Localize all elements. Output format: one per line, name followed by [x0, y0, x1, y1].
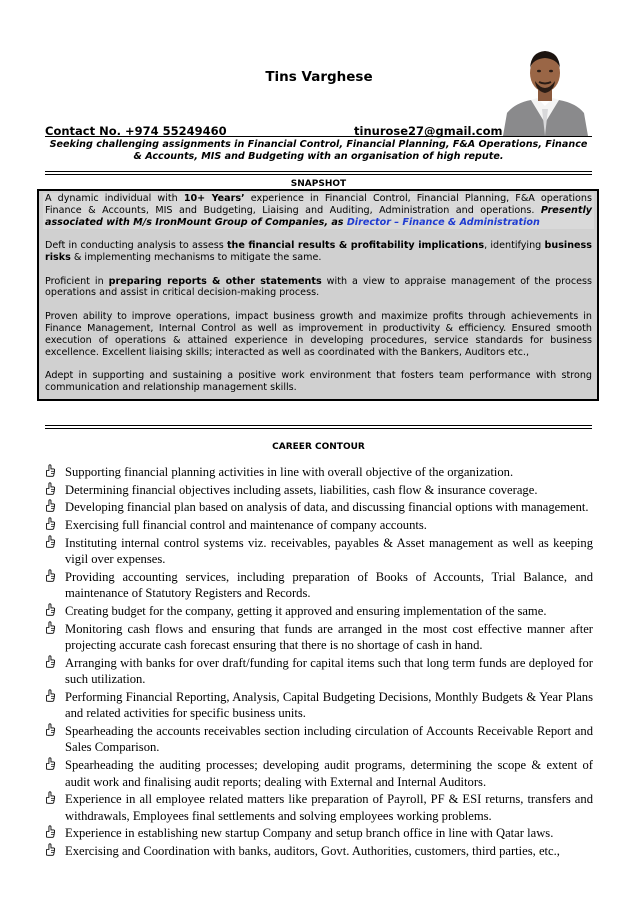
snapshot-heading: SNAPSHOT: [290, 179, 347, 189]
thumbs-up-bullet-icon: [45, 482, 59, 498]
snapshot-paragraph-5: Adept in supporting and sustaining a positive work environment that fosters team performance with strong communication and relationship management skills.: [45, 369, 592, 393]
career-item: [45, 482, 593, 498]
career-item: [45, 535, 593, 568]
snapshot-paragraph-3: Proficient in preparing reports & other statements with a view to appraise management of the process operations and assist in critical decision-making process.: [45, 275, 592, 299]
career-item: [45, 825, 593, 841]
snapshot-content: [43, 193, 594, 405]
career-item: [45, 464, 593, 480]
thumbs-up-bullet-icon: [45, 499, 59, 515]
career-item: [45, 655, 593, 688]
career-item-text: Exercising and Coordination with banks, auditors, Govt. Authorities, customers, third parties, etc.,: [65, 844, 560, 859]
career-item-text: Arranging with banks for over draft/funding for capital items such that long term funds are deployed for such utilization.: [65, 655, 593, 687]
objective-statement: Seeking challenging assignments in Financial Control, Financial Planning, F&A Operations, Finance & Accounts, MIS and Budgeting with an organisation of high repute.: [49, 139, 588, 163]
career-item: [45, 689, 593, 722]
career-item-text: Experience in all employee related matters like preparation of Payroll, PF & ESI returns, transfers and withdrawals, Employees final settlements and solving employees working problems.: [65, 792, 593, 823]
snapshot-paragraph-2: Deft in conducting analysis to assess the financial results & profitability implications, identifying business risks & implementing mechanisms to mitigate the same.: [45, 240, 592, 264]
career-heading: CAREER CONTOUR: [272, 442, 365, 452]
thumbs-up-bullet-icon: [45, 621, 59, 637]
career-item-text: Spearheading the auditing processes; developing audit programs, determining the scope & extent of audit work and finalising audit reports; dealing with External and Internal Auditors.: [65, 758, 593, 789]
header-divider: [45, 136, 592, 137]
candidate-name: Tins Varghese: [265, 69, 373, 85]
career-item-text: Developing financial plan based on analysis of data, and discussing financial options with management.: [65, 500, 589, 515]
thumbs-up-bullet-icon: [45, 603, 59, 619]
snapshot-paragraph-4: Proven ability to improve operations, impact business growth and maximize profits through achievements in Finance Management, Internal Control as well as improvement in productivity & efficiency. Ensured smooth execution of operations & attained experience in developing procedures, service standards for business excellence. Excellent liaising skills; interacted as well as coordinated with the Bankers, Auditors etc.,: [45, 310, 592, 358]
thumbs-up-bullet-icon: [45, 791, 59, 807]
career-item-text: Providing accounting services, including preparation of Books of Accounts, Trial Balance, and maintenance of Statutory Registers and Records.: [65, 569, 593, 601]
career-item-text: Monitoring cash flows and ensuring that funds are arranged in the most cost effective manner after projecting accurate cash forecast ensuring that there is no shortage of cash in hand.: [65, 621, 593, 653]
thumbs-up-bullet-icon: [45, 723, 59, 739]
career-item: [45, 517, 593, 533]
career-item-text: Creating budget for the company, getting it approved and ensuring implementation of the same.: [65, 604, 547, 619]
career-item-text: Experience in establishing new startup Company and setup branch office in line with Qatar laws.: [65, 826, 554, 841]
snapshot-top-rule: [45, 171, 592, 175]
thumbs-up-bullet-icon: [45, 535, 59, 551]
career-item: [45, 791, 593, 824]
thumbs-up-bullet-icon: [45, 655, 59, 671]
career-top-rule: [45, 425, 592, 429]
thumbs-up-bullet-icon: [45, 569, 59, 585]
career-item-text: Performing Financial Reporting, Analysis, Capital Budgeting Decisions, Monthly Budgets & Year Plans and related activities for specific business units.: [65, 689, 593, 721]
snapshot-paragraph-1: A dynamic individual with 10+ Years’ experience in Financial Control, Financial Planning, F&A operations Finance & Accounts, MIS and Budgeting, Liaising and Auditing, Administration and operations. Presently associated with M/s IronMount Group of Companies, as Director – Finance & Administration: [45, 193, 592, 228]
email-address[interactable]: tinurose27@gmail.com: [354, 124, 503, 138]
career-item: [45, 757, 593, 790]
career-item: [45, 499, 593, 515]
career-item: [45, 621, 593, 654]
thumbs-up-bullet-icon: [45, 825, 59, 841]
thumbs-up-bullet-icon: [45, 757, 59, 773]
career-list: [45, 464, 593, 861]
career-item: [45, 723, 593, 756]
thumbs-up-bullet-icon: [45, 843, 59, 859]
thumbs-up-bullet-icon: [45, 517, 59, 533]
career-item: [45, 569, 593, 602]
career-item-text: Determining financial objectives including assets, liabilities, cash flow & insurance coverage.: [65, 482, 538, 497]
profile-photo: [501, 43, 590, 136]
career-item: [45, 603, 593, 619]
contact-number: Contact No. +974 55249460: [45, 124, 227, 138]
career-item-text: Instituting internal control systems viz. receivables, payables & Asset management as well as keeping vigil over expenses.: [65, 535, 593, 567]
thumbs-up-bullet-icon: [45, 464, 59, 480]
career-item-text: Spearheading the accounts receivables section including circulation of Accounts Receivable Report and Sales Comparison.: [65, 724, 593, 755]
career-item: [45, 843, 593, 859]
career-item-text: Exercising full financial control and maintenance of company accounts.: [65, 518, 427, 533]
thumbs-up-bullet-icon: [45, 689, 59, 705]
career-item-text: Supporting financial planning activities in line with overall objective of the organization.: [65, 465, 514, 479]
